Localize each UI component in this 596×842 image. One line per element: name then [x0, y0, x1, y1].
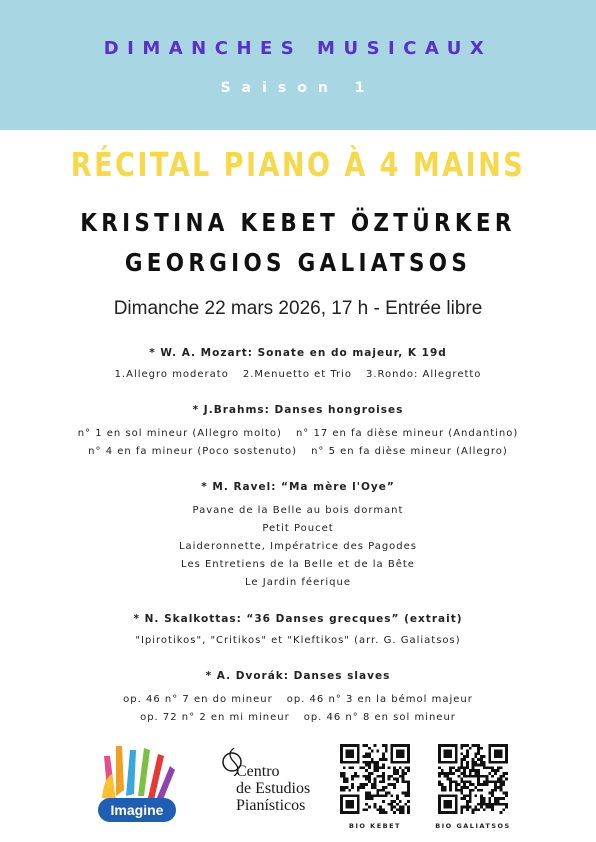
ravel-item-2: Petit Poucet: [262, 523, 334, 534]
skalkottas-detail: "Ipirotikos", "Critikos" et "Kleftikos" (arr. G. Galiatsos): [135, 635, 461, 646]
cep-line-1: Centro: [236, 763, 280, 780]
dvorak-line-1: [0, 694, 596, 705]
dvorak-item-3: op. 72 n° 2 en mi mineur: [140, 712, 290, 723]
brahms-line-1: [0, 428, 596, 439]
qr-code-galiatsos[interactable]: [438, 744, 508, 814]
qr-code-kebet[interactable]: [340, 744, 410, 814]
dvorak-heading: * A. Dvorák: Danses slaves: [205, 670, 391, 682]
brahms-item-3: n° 4 en fa mineur (Poco sostenuto): [88, 446, 298, 457]
series-title: DIMANCHES MUSICAUX: [103, 38, 493, 59]
mozart-movement-3: 3.Rondo: Allegretto: [366, 369, 482, 380]
ravel-item-3: Laideronnette, Impératrice des Pagodes: [178, 541, 417, 552]
dvorak-item-2: op. 46 n° 3 en la bémol majeur: [286, 694, 473, 705]
logo-row: [0, 738, 596, 838]
mozart-movements: [0, 369, 596, 380]
brahms-heading: * J.Brahms: Danses hongroises: [192, 404, 404, 416]
brahms-item-4: n° 5 en fa dièse mineur (Allegro): [311, 446, 508, 457]
qr-label-kebet: BIO KEBET: [349, 822, 401, 830]
season-label: Saison 1: [220, 80, 376, 96]
dvorak-item-4: op. 46 n° 8 en sol mineur: [303, 712, 456, 723]
ravel-item-1: Pavane de la Belle au bois dormant: [192, 505, 404, 516]
brahms-item-2: n° 17 en fa dièse mineur (Andantino): [295, 428, 519, 439]
ravel-heading: * M. Ravel: “Ma mère l'Oye”: [201, 481, 395, 493]
dvorak-line-2: [0, 712, 596, 723]
skalkottas-heading: * N. Skalkottas: “36 Danses grecques” (extrait): [133, 613, 463, 625]
header-band: [0, 0, 596, 130]
brahms-item-1: n° 1 en sol mineur (Allegro molto): [77, 428, 282, 439]
mozart-heading: * W. A. Mozart: Sonate en do majeur, K 19d: [149, 347, 447, 359]
concert-title: RÉCITAL PIANO À 4 MAINS: [70, 145, 526, 184]
performer-1: KRISTINA KEBET ÖZTÜRKER: [80, 208, 516, 237]
brahms-line-2: [0, 446, 596, 457]
mozart-movement-2: 2.Menuetto et Trio: [242, 369, 353, 380]
cep-logo: [220, 746, 320, 826]
cep-line-2: de Estudios: [236, 780, 311, 797]
mozart-movement-1: 1.Allegro moderato: [114, 369, 229, 380]
ravel-item-4: Les Entretiens de la Belle et de la Bête: [181, 559, 415, 570]
date-line: Dimanche 22 mars 2026, 17 h - Entrée libre: [113, 298, 483, 319]
qr-label-galiatsos: BIO GALIATSOS: [435, 822, 511, 830]
ravel-item-5: Le Jardin féerique: [245, 577, 351, 588]
dvorak-item-1: op. 46 n° 7 en do mineur: [123, 694, 273, 705]
imagine-logo: [94, 738, 182, 826]
imagine-logo-text: Imagine: [110, 802, 164, 818]
cep-line-3: Pianísticos: [236, 797, 306, 814]
performer-2: GEORGIOS GALIATSOS: [124, 248, 472, 277]
